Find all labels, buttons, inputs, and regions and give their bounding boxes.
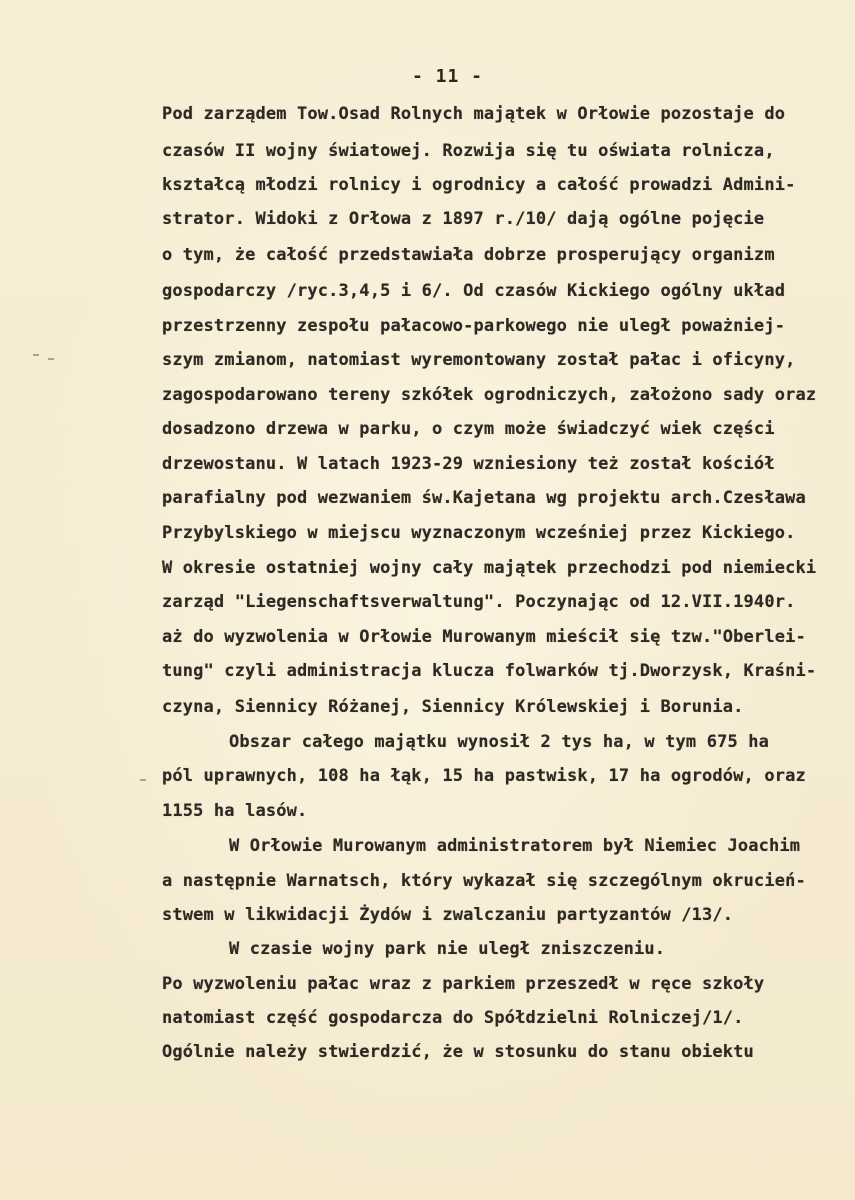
text-line: drzewostanu. W latach 1923-29 wzniesiony też został kościół [162, 454, 775, 474]
binding-mark [48, 358, 54, 360]
text-line: zagospodarowano tereny szkółek ogrodniczych, założono sady oraz [162, 385, 817, 405]
text-line: W Orłowie Murowanym administratorem był Niemiec Joachim [229, 836, 801, 856]
binding-mark [33, 354, 39, 356]
text-line: parafialny pod wezwaniem św.Kajetana wg projektu arch.Czesława [162, 488, 806, 508]
text-line: przestrzenny zespołu pałacowo-parkowego nie uległ poważniej- [162, 316, 786, 336]
text-line: kształcą młodzi rolnicy i ogrodnicy a całość prowadzi Admini- [162, 175, 796, 195]
text-line: gospodarczy /ryc.3,4,5 i 6/. Od czasów Kickiego ogólny układ [162, 281, 786, 301]
binding-mark [140, 779, 146, 781]
text-line: Po wyzwoleniu pałac wraz z parkiem przeszedł w ręce szkoły [162, 974, 765, 994]
text-line: Obszar całego majątku wynosił 2 tys ha, w tym 675 ha [229, 732, 770, 752]
text-line: czasów II wojny światowej. Rozwija się tu oświata rolnicza, [162, 141, 775, 161]
text-line: strator. Widoki z Orłowa z 1897 r./10/ dają ogólne pojęcie [162, 209, 765, 229]
text-line: aż do wyzwolenia w Orłowie Murowanym mieścił się tzw."Oberlei- [162, 627, 806, 647]
text-line: zarząd "Liegenschaftsverwaltung". Poczynając od 12.VII.1940r. [162, 592, 796, 612]
text-line: dosadzono drzewa w parku, o czym może świadczyć wiek części [162, 419, 775, 439]
text-line: a następnie Warnatsch, który wykazał się szczególnym okrucień- [162, 871, 806, 891]
text-line: W okresie ostatniej wojny cały majątek przechodzi pod niemiecki [162, 558, 817, 578]
text-line: Pod zarządem Tow.Osad Rolnych majątek w Orłowie pozostaje do [162, 104, 786, 124]
text-line: stwem w likwidacji Żydów i zwalczaniu partyzantów /13/. [162, 905, 734, 925]
text-line: szym zmianom, natomiast wyremontowany został pałac i oficyny, [162, 350, 796, 370]
text-line: tung" czyli administracja klucza folwarków tj.Dworzysk, Kraśni- [162, 661, 817, 681]
text-line: 1155 ha lasów. [162, 801, 308, 821]
text-line: natomiast część gospodarcza do Spółdzielni Rolniczej/1/. [162, 1008, 744, 1028]
text-line: W czasie wojny park nie uległ zniszczeniu. [229, 939, 666, 959]
text-line: Ogólnie należy stwierdzić, że w stosunku do stanu obiektu [162, 1042, 754, 1062]
text-line: Przybylskiego w miejscu wyznaczonym wcześniej przez Kickiego. [162, 523, 796, 543]
text-line: pól uprawnych, 108 ha łąk, 15 ha pastwisk, 17 ha ogrodów, oraz [162, 766, 806, 786]
text-line: o tym, że całość przedstawiała dobrze prosperujący organizm [162, 245, 775, 265]
text-line: czyna, Siennicy Różanej, Siennicy Królewskiej i Borunia. [162, 697, 744, 717]
page-number: - 11 - [412, 66, 484, 87]
